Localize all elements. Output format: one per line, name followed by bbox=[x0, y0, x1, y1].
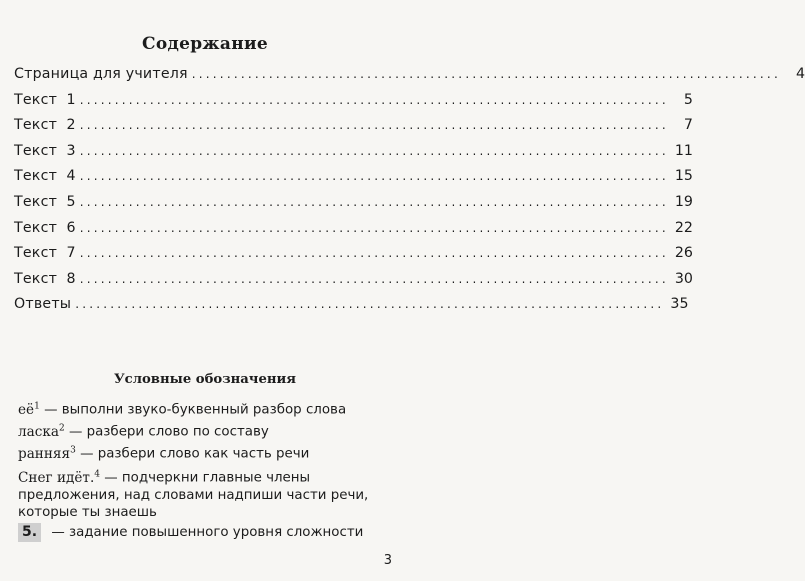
toc-page: 11 bbox=[674, 142, 693, 159]
contents-title: Содержание bbox=[142, 34, 268, 54]
legend-item-morphemic bbox=[18, 420, 390, 441]
toc-page: 26 bbox=[674, 245, 693, 262]
legend-text: — разбери слово по составу bbox=[64, 424, 269, 440]
toc-row bbox=[14, 219, 693, 246]
toc-page: 15 bbox=[674, 168, 693, 185]
term-mark: 1 bbox=[34, 401, 40, 411]
term-word: Снег идёт. bbox=[18, 469, 95, 486]
toc-page: 5 bbox=[683, 91, 693, 108]
leader-dots: .................................................................................... bbox=[79, 194, 669, 209]
toc-row bbox=[14, 91, 693, 118]
leader-dots: .................................................................................... bbox=[79, 92, 669, 107]
legend-term bbox=[18, 446, 76, 462]
advanced-task-mark: 5. bbox=[18, 523, 41, 542]
toc-page: 35 bbox=[670, 296, 689, 313]
leader-dots: .................................................................................... bbox=[75, 297, 665, 312]
term-word: ранняя bbox=[18, 445, 71, 462]
term-word: её bbox=[18, 401, 35, 418]
toc-row bbox=[14, 66, 805, 92]
toc-label: Текст 7 bbox=[14, 245, 76, 262]
term-mark: 3 bbox=[70, 445, 76, 455]
toc-label: Текст 6 bbox=[14, 219, 76, 236]
leader-dots: .................................................................................... bbox=[79, 271, 669, 286]
term-mark: 2 bbox=[58, 423, 65, 433]
legend-item-advanced bbox=[18, 523, 390, 542]
toc-label: Текст 4 bbox=[14, 168, 76, 185]
toc-page: 19 bbox=[674, 193, 693, 210]
leader-dots: .................................................................................... bbox=[79, 246, 669, 261]
legend-item-phonetic bbox=[18, 398, 390, 419]
legend-text: — выполни звуко-буквенный разбор слова bbox=[39, 402, 347, 418]
toc-label: Ответы bbox=[14, 296, 72, 313]
legend-title: Условные обозначения bbox=[113, 372, 297, 387]
leader-dots: .................................................................................... bbox=[191, 67, 781, 81]
legend-term bbox=[18, 402, 40, 418]
toc-page: 4 bbox=[795, 66, 805, 82]
legend-text: — подчеркни главные члены bbox=[100, 470, 311, 486]
toc-label: Текст 2 bbox=[14, 117, 76, 134]
leader-dots: .................................................................................... bbox=[79, 169, 669, 184]
toc-row bbox=[14, 270, 693, 297]
toc-page: 30 bbox=[674, 270, 693, 287]
toc-row bbox=[14, 193, 693, 220]
legend-text: — задание повышенного уровня сложности bbox=[47, 525, 364, 540]
page-number: 3 bbox=[383, 553, 392, 568]
legend-item-sentence bbox=[18, 466, 390, 521]
legend-text-line: которые ты знаешь bbox=[18, 504, 157, 520]
toc-label: Текст 3 bbox=[14, 142, 76, 159]
legend-term bbox=[18, 470, 100, 486]
table-of-contents bbox=[14, 66, 805, 322]
toc-label: Текст 8 bbox=[14, 270, 76, 287]
leader-dots: .................................................................................... bbox=[79, 220, 669, 235]
toc-label: Страница для учителя bbox=[14, 66, 188, 82]
toc-page: 22 bbox=[674, 219, 693, 236]
toc-row bbox=[14, 142, 693, 169]
toc-row bbox=[14, 245, 693, 271]
legend-text-line: предложения, над словами надпиши части речи, bbox=[18, 487, 369, 503]
toc-row bbox=[14, 168, 693, 194]
legend-item-part-of-speech bbox=[18, 442, 390, 463]
term-word: ласка bbox=[18, 423, 59, 440]
leader-dots: .................................................................................... bbox=[79, 118, 669, 133]
legend-text: — разбери слово как часть речи bbox=[75, 446, 310, 462]
toc-row bbox=[14, 296, 689, 322]
leader-dots: .................................................................................... bbox=[79, 143, 669, 158]
legend-term bbox=[18, 424, 65, 440]
toc-label: Текст 5 bbox=[14, 193, 76, 210]
toc-row bbox=[14, 117, 693, 143]
toc-page: 7 bbox=[683, 117, 693, 134]
toc-label: Текст 1 bbox=[14, 91, 76, 108]
term-mark: 4 bbox=[94, 469, 101, 479]
